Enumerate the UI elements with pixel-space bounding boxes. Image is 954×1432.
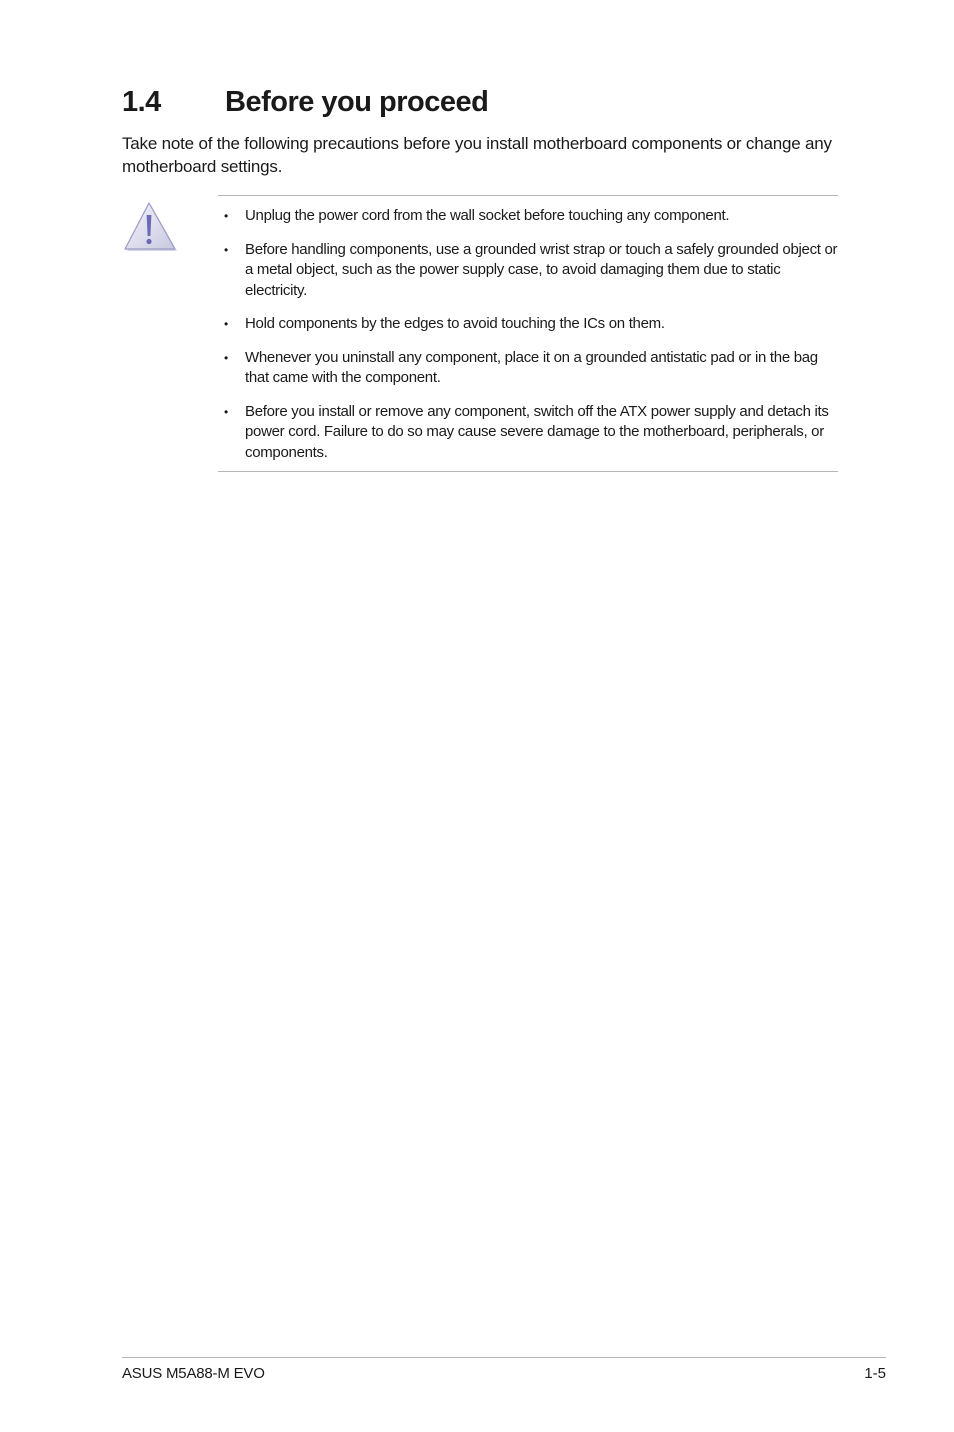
caution-item-text: Before you install or remove any component, switch off the ATX power supply and detach its power cord. Failure to do so may cause severe damage to the motherboard, peripherals, or components. xyxy=(245,402,829,461)
caution-item xyxy=(224,314,840,335)
caution-bottom-divider xyxy=(218,471,838,472)
caution-item-text: Before handling components, use a grounded wrist strap or touch a safely grounded object or a metal object, such as the power supply case, to avoid damaging them due to static electricity. xyxy=(245,240,838,299)
bullet-mark: • xyxy=(224,242,228,257)
intro-paragraph: Take note of the following precautions before you install motherboard components or change any motherboard settings. xyxy=(122,134,832,176)
caution-top-divider xyxy=(218,195,838,196)
section-heading xyxy=(122,86,842,126)
caution-item-text: Hold components by the edges to avoid touching the ICs on them. xyxy=(245,315,665,332)
caution-item xyxy=(224,206,840,227)
section-title: Before you proceed xyxy=(225,86,489,118)
caution-item-text: Unplug the power cord from the wall socket before touching any component. xyxy=(245,207,730,224)
caution-list xyxy=(224,206,840,476)
warning-triangle-icon xyxy=(122,200,178,252)
caution-item xyxy=(224,348,840,389)
bullet-mark: • xyxy=(224,350,228,365)
footer-page-number: 1-5 xyxy=(864,1365,886,1382)
bullet-mark: • xyxy=(224,209,228,223)
caution-item xyxy=(224,240,840,302)
bullet-mark: • xyxy=(224,404,228,419)
footer-divider xyxy=(122,1357,886,1358)
caution-item-text: Whenever you uninstall any component, place it on a grounded antistatic pad or in the bag that came with the component. xyxy=(245,348,818,386)
bullet-mark: • xyxy=(224,317,228,331)
caution-item xyxy=(224,402,840,464)
footer-product-name: ASUS M5A88-M EVO xyxy=(122,1365,265,1382)
section-number: 1.4 xyxy=(122,86,161,118)
